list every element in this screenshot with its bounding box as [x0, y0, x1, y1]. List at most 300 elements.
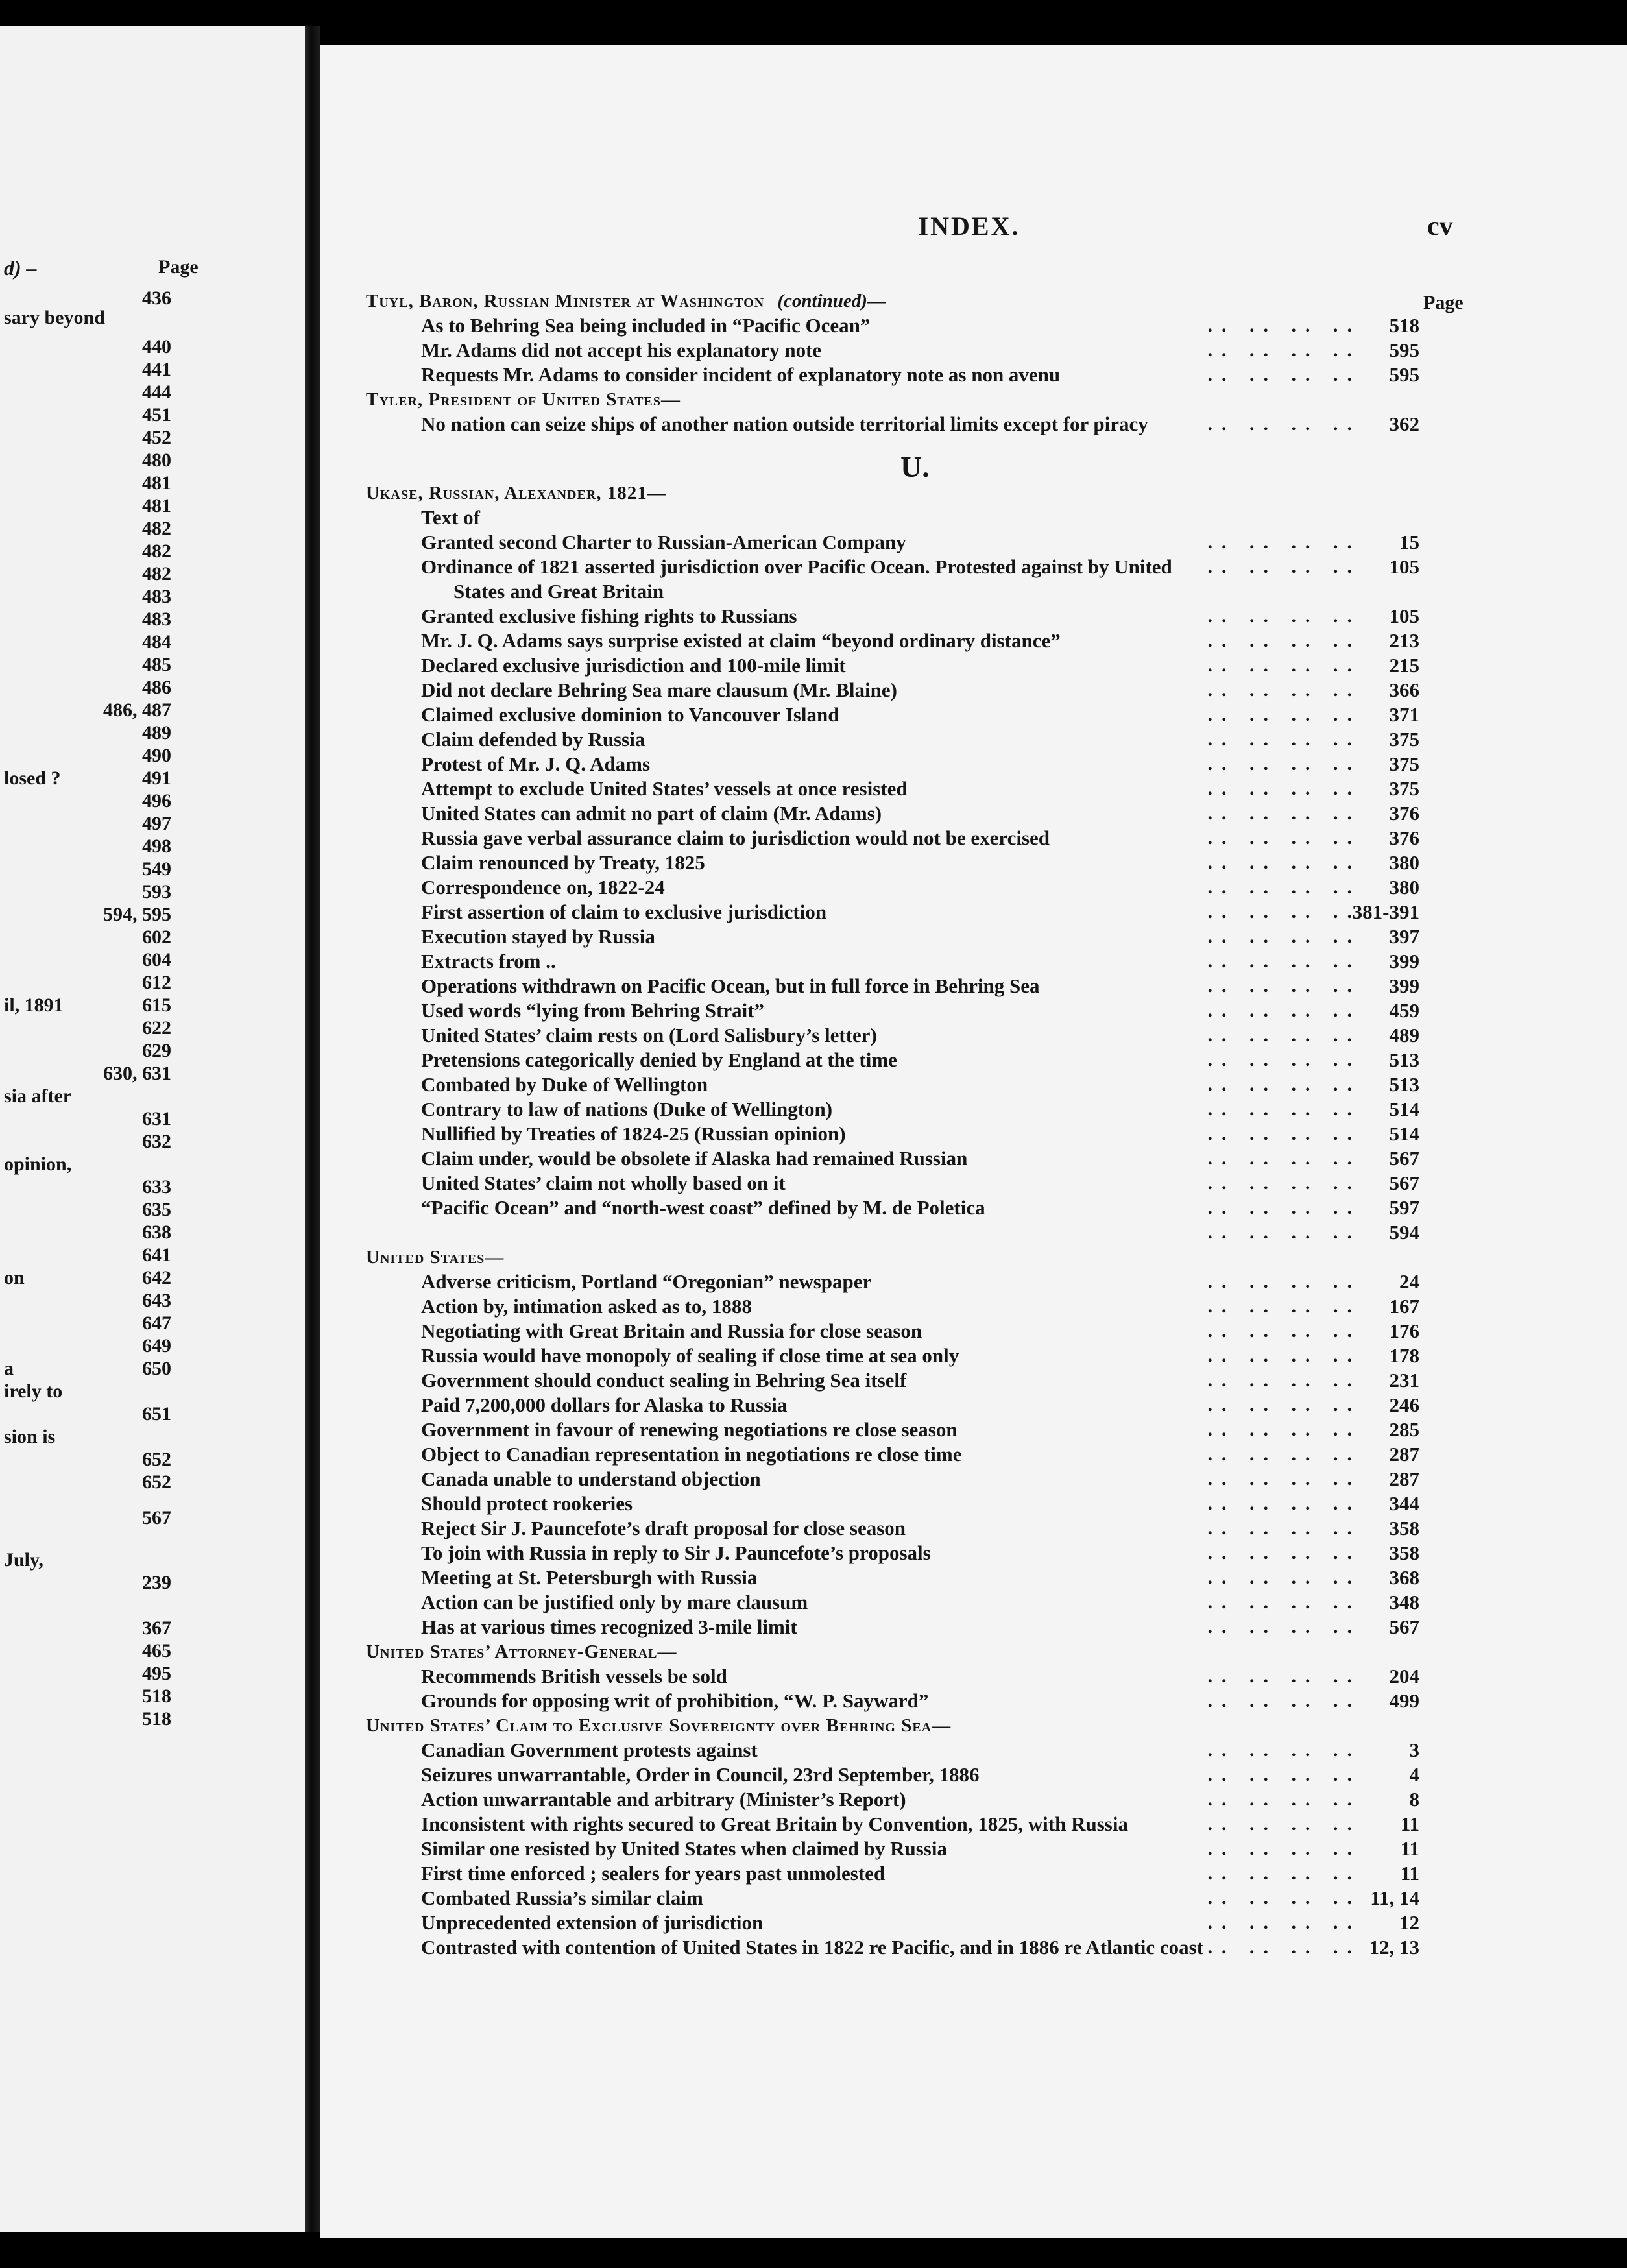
page-ref: 15	[1399, 531, 1419, 553]
index-subentry	[320, 924, 1627, 949]
index-subentry	[320, 1837, 1627, 1861]
page-ref: 513	[1389, 1073, 1419, 1096]
subentry-text: Action unwarrantable and arbitrary (Minister’s Report)	[421, 1788, 906, 1811]
subentry-text: Pretensions categorically denied by England at the time	[421, 1048, 897, 1071]
left-page-page-ref: 367	[142, 1617, 171, 1639]
index-subentry	[320, 1787, 1627, 1812]
leader-dots: .. .. .. ..	[1207, 1616, 1361, 1637]
index-subentry	[320, 1763, 1627, 1787]
left-page-row	[0, 1379, 305, 1405]
page-number: cv	[1427, 211, 1453, 241]
subentry-text: Reject Sir J. Pauncefote’s draft proposal for close season	[421, 1517, 906, 1539]
subentry-text: Canada unable to understand objection	[421, 1467, 761, 1490]
left-page-row	[0, 357, 305, 383]
page-ref: 287	[1389, 1443, 1419, 1466]
leader-dots: .. .. .. ..	[1207, 950, 1361, 972]
index-subentry	[320, 629, 1627, 653]
subentry-text: Execution stayed by Russia	[421, 925, 655, 948]
page-ref: 380	[1389, 876, 1419, 899]
subentry-text: Combated by Duke of Wellington	[421, 1073, 708, 1096]
left-page-row	[0, 1356, 305, 1382]
page-ref: 11, 14	[1370, 1887, 1419, 1909]
leader-dots: .. .. .. ..	[1207, 1419, 1361, 1440]
left-page-page-ref: 643	[142, 1290, 171, 1311]
index-subentry	[320, 1812, 1627, 1837]
page-ref: 231	[1389, 1369, 1419, 1392]
left-page-row	[0, 1661, 305, 1687]
left-page-entry-text: losed ?	[4, 767, 61, 789]
subentry-text: Action can be justified only by mare clausum	[421, 1591, 808, 1613]
subentry-text: Mr. J. Q. Adams says surprise existed at claim “beyond ordinary distance”	[421, 629, 1061, 652]
leader-dots: .. .. .. ..	[1207, 1320, 1361, 1342]
subentry-text: Claim under, would be obsolete if Alaska had remained Russian	[421, 1147, 968, 1170]
left-page-entry-text: il, 1891	[4, 995, 64, 1016]
page-ref: 105	[1389, 555, 1419, 578]
left-page-page-ref: 602	[142, 926, 171, 948]
leader-dots: .. .. .. ..	[1207, 1296, 1361, 1317]
left-page-entry-text: sary beyond	[4, 307, 105, 328]
index-subentry	[320, 1467, 1627, 1491]
page-ref: 567	[1389, 1172, 1419, 1194]
page-ref: 375	[1389, 777, 1419, 800]
leader-dots: .. .. .. ..	[1207, 630, 1361, 651]
left-page-page-ref: 481	[142, 495, 171, 516]
left-page-page-ref: 652	[142, 1471, 171, 1493]
subentry-text: Paid 7,200,000 dollars for Alaska to Russia	[421, 1393, 788, 1416]
left-page-page-ref: 635	[142, 1199, 171, 1220]
index-subentry	[320, 1541, 1627, 1565]
left-page-row	[0, 470, 305, 496]
index-subentry	[320, 703, 1627, 727]
heading-continued: (continued)—	[777, 291, 886, 311]
index-subentry	[320, 1122, 1627, 1146]
leader-dots: .. .. .. ..	[1207, 926, 1361, 947]
page-ref: 513	[1389, 1048, 1419, 1071]
subentry-text: No nation can seize ships of another nation outside territorial limits except for piracy	[421, 413, 1148, 435]
index-subentry	[320, 1516, 1627, 1541]
page-ref: 348	[1389, 1591, 1419, 1613]
index-subentry	[320, 998, 1627, 1023]
index-subentry	[320, 653, 1627, 678]
page-ref: 24	[1399, 1270, 1419, 1293]
leader-dots: .. .. .. ..	[1207, 1813, 1361, 1835]
section-letter: U.	[900, 450, 930, 483]
subentry-text: Combated Russia’s similar claim	[421, 1887, 703, 1909]
subentry-text: Mr. Adams did not accept his explanatory note	[421, 339, 822, 361]
left-page-page-ref: 441	[142, 359, 171, 380]
leader-dots: .. .. .. ..	[1207, 704, 1361, 725]
leader-dots: .. .. .. ..	[1207, 339, 1361, 361]
left-page-page-ref: 436	[142, 287, 171, 309]
subentry-text: Protest of Mr. J. Q. Adams	[421, 753, 651, 775]
left-page-page-ref: 518	[142, 1708, 171, 1730]
index-heading	[320, 481, 1627, 505]
left-page-row	[0, 924, 305, 950]
left-page-entry-text: sia after	[4, 1085, 72, 1107]
leader-dots: .. .. .. ..	[1207, 1197, 1361, 1218]
subentry-text: Should protect rookeries	[421, 1492, 633, 1515]
subentry-text: States and Great Britain	[453, 580, 664, 603]
leader-dots: .. .. .. ..	[1207, 1789, 1361, 1810]
page-ref: 8	[1409, 1788, 1419, 1811]
subentry-text: Government should conduct sealing in Behring Sea itself	[421, 1369, 907, 1392]
page-ref: 375	[1389, 753, 1419, 775]
index-heading	[320, 1639, 1627, 1664]
subentry-text: Contrary to law of nations (Duke of Wellington)	[421, 1098, 833, 1120]
subentry-text: Extracts from ..	[421, 950, 556, 972]
page-ref: 514	[1389, 1098, 1419, 1120]
page-column-header: Page	[1423, 292, 1464, 313]
book-gutter	[305, 26, 320, 2232]
left-page-row	[0, 1547, 305, 1573]
left-page-page-ref: 482	[142, 518, 171, 539]
leader-dots: .. .. .. ..	[1207, 1172, 1361, 1194]
leader-dots: .. .. .. ..	[1207, 315, 1361, 336]
left-page-page-ref: 652	[142, 1449, 171, 1470]
index-subentry	[320, 949, 1627, 974]
leader-dots: .. .. .. ..	[1207, 901, 1361, 923]
page-ref: 381-391	[1352, 900, 1419, 923]
leader-dots: .. .. .. ..	[1207, 852, 1361, 873]
left-page-row	[0, 1638, 305, 1664]
left-page-page-ref: 498	[142, 836, 171, 857]
index-subentry	[320, 555, 1627, 579]
left-page-entry-text: sion is	[4, 1426, 56, 1447]
subentry-text: “Pacific Ocean” and “north-west coast” defined by M. de Poletica	[421, 1196, 985, 1219]
left-page-row	[0, 1615, 305, 1641]
leader-dots: .. .. .. ..	[1207, 1517, 1361, 1539]
left-page-page-ref: 630, 631	[103, 1063, 171, 1084]
index-subentry	[320, 1590, 1627, 1615]
left-page-page-ref: 604	[142, 949, 171, 971]
index-subentry	[320, 579, 1627, 604]
left-page-page-ref: 444	[142, 381, 171, 403]
left-page-row	[0, 493, 305, 519]
index-subentry	[320, 1196, 1627, 1220]
subentry-text: Claim renounced by Treaty, 1825	[421, 851, 705, 874]
left-page-page-ref: 651	[142, 1403, 171, 1425]
leader-dots: .. .. .. ..	[1207, 802, 1361, 824]
leader-dots: .. .. .. ..	[1207, 1148, 1361, 1169]
index-subentry	[320, 900, 1627, 924]
subentry-text: Text of	[421, 506, 480, 529]
leader-dots: .. .. .. ..	[1207, 413, 1361, 435]
heading-text: Tyler, President of United States—	[366, 389, 681, 410]
left-page-row	[0, 584, 305, 610]
left-page-page-ref: 631	[142, 1108, 171, 1129]
left-page-page-label: Page	[158, 256, 199, 278]
left-page-page-ref: 496	[142, 790, 171, 812]
left-page-page-ref: 622	[142, 1017, 171, 1039]
subentry-text: Correspondence on, 1822-24	[421, 876, 665, 899]
left-page-row	[0, 743, 305, 769]
leader-dots: .. .. .. ..	[1207, 1887, 1361, 1909]
index-heading	[320, 1713, 1627, 1738]
left-page-page-ref: 641	[142, 1244, 171, 1266]
left-page-row	[0, 1288, 305, 1314]
left-page-page-ref: 482	[142, 563, 171, 585]
left-page-page-ref: 497	[142, 813, 171, 834]
heading-text: United States—	[366, 1247, 505, 1268]
subentry-text: First time enforced ; sealers for years past unmolested	[421, 1862, 886, 1885]
subentry-text: Russia would have monopoly of sealing if close time at sea only	[421, 1344, 959, 1367]
index-subentry	[320, 1294, 1627, 1319]
page-ref: 11	[1400, 1813, 1419, 1835]
leader-dots: .. .. .. ..	[1207, 1123, 1361, 1144]
index-subentry	[320, 974, 1627, 998]
subentry-text: Declared exclusive jurisdiction and 100-mile limit	[421, 654, 846, 677]
left-page-row	[0, 516, 305, 542]
left-page-page-ref: 490	[142, 745, 171, 766]
leader-dots: .. .. .. ..	[1207, 876, 1361, 898]
left-page-row	[0, 1447, 305, 1473]
subentry-text: Claim defended by Russia	[421, 728, 645, 751]
subentry-text: Granted second Charter to Russian-American Company	[421, 531, 906, 553]
leader-dots: .. .. .. ..	[1207, 1912, 1361, 1933]
leader-dots: .. .. .. ..	[1207, 827, 1361, 849]
index-subentry	[320, 1738, 1627, 1763]
leader-dots: .. .. .. ..	[1207, 1369, 1361, 1391]
leader-dots: .. .. .. ..	[1207, 1542, 1361, 1563]
left-page-row	[0, 1242, 305, 1268]
page-ref: 246	[1389, 1393, 1419, 1416]
subentry-text: Similar one resisted by United States when claimed by Russia	[421, 1837, 947, 1860]
page-ref: 380	[1389, 851, 1419, 874]
running-title: INDEX.	[918, 211, 1020, 241]
subentry-text: Meeting at St. Petersburgh with Russia	[421, 1566, 758, 1589]
index-subentry	[320, 1935, 1627, 1960]
left-page-page-ref: 567	[142, 1507, 171, 1528]
left-page-page-ref: 549	[142, 858, 171, 880]
left-page-row	[0, 1152, 305, 1177]
page-ref: 178	[1389, 1344, 1419, 1367]
left-page-row	[0, 1038, 305, 1064]
index-subentry	[320, 801, 1627, 826]
page-ref: 287	[1389, 1467, 1419, 1490]
page-ref: 594	[1389, 1221, 1419, 1244]
leader-dots: .. .. .. ..	[1207, 1863, 1361, 1884]
left-page-heading: d) –	[4, 256, 37, 280]
index-subentry	[320, 826, 1627, 850]
left-page-page-ref: 495	[142, 1663, 171, 1684]
index-subentry	[320, 363, 1627, 387]
left-page-page-ref: 650	[142, 1358, 171, 1379]
index-heading	[320, 387, 1627, 412]
left-page-row	[0, 811, 305, 837]
leader-dots: .. .. .. ..	[1207, 655, 1361, 676]
left-page-row	[0, 1469, 305, 1495]
page-ref: 368	[1389, 1566, 1419, 1589]
left-page-row	[0, 902, 305, 928]
subentry-text: Adverse criticism, Portland “Oregonian” newspaper	[421, 1270, 872, 1293]
subentry-text: Government in favour of renewing negotiations re close season	[421, 1418, 958, 1441]
left-page-page-ref: 629	[142, 1040, 171, 1061]
subentry-text: Grounds for opposing writ of prohibition, “W. P. Sayward”	[421, 1689, 929, 1712]
page-ref: 362	[1389, 413, 1419, 435]
page-ref: 567	[1389, 1147, 1419, 1170]
page-ref: 213	[1389, 629, 1419, 652]
subentry-text: Russia gave verbal assurance claim to jurisdiction would not be exercised	[421, 826, 1050, 849]
left-page-row	[0, 425, 305, 451]
subentry-text: As to Behring Sea being included in “Pacific Ocean”	[421, 314, 871, 337]
left-page-row	[0, 305, 305, 331]
left-page-row	[0, 1197, 305, 1223]
page-ref: 215	[1389, 654, 1419, 677]
page-ref: 567	[1389, 1615, 1419, 1638]
left-page-page-ref: 489	[142, 722, 171, 743]
subentry-text: Ordinance of 1821 asserted jurisdiction over Pacific Ocean. Protested against by United	[421, 555, 1172, 578]
page-ref: 204	[1389, 1665, 1419, 1687]
left-page-row	[0, 561, 305, 587]
left-page-row	[0, 538, 305, 564]
left-page-page-ref: 484	[142, 631, 171, 653]
leader-dots: .. .. .. ..	[1207, 1567, 1361, 1588]
index-subentry	[320, 1664, 1627, 1689]
left-page-page-ref: 483	[142, 586, 171, 607]
leader-dots: .. .. .. ..	[1207, 1468, 1361, 1490]
left-page-fragment	[0, 26, 305, 2232]
index-subentry	[320, 1319, 1627, 1344]
leader-dots: .. .. .. ..	[1207, 1271, 1361, 1292]
page-ref: 397	[1389, 925, 1419, 948]
left-page-page-ref: 483	[142, 609, 171, 630]
left-page-row	[0, 1174, 305, 1200]
leader-dots: .. .. .. ..	[1207, 1394, 1361, 1416]
index-subentry	[320, 1418, 1627, 1442]
left-page-row	[0, 788, 305, 814]
index-subentry	[320, 505, 1627, 530]
left-page-page-ref: 647	[142, 1312, 171, 1334]
left-page-row	[0, 629, 305, 655]
subentry-text: To join with Russia in reply to Sir J. Pauncefote’s proposals	[421, 1541, 931, 1564]
index-subentry	[320, 752, 1627, 777]
leader-dots: .. .. .. ..	[1207, 1000, 1361, 1021]
leader-dots: .. .. .. ..	[1207, 531, 1361, 553]
left-page-row	[0, 1106, 305, 1132]
left-page-row	[0, 675, 305, 701]
page-ref: 11	[1400, 1862, 1419, 1885]
index-subentry	[320, 604, 1627, 629]
left-page-row	[0, 697, 305, 723]
leader-dots: .. .. .. ..	[1207, 364, 1361, 385]
left-page-page-ref: 465	[142, 1640, 171, 1661]
left-page-row	[0, 1333, 305, 1359]
leader-dots: .. .. .. ..	[1207, 1665, 1361, 1687]
leader-dots: .. .. .. ..	[1207, 1591, 1361, 1613]
left-page-row	[0, 1570, 305, 1596]
leader-dots: .. .. .. ..	[1207, 753, 1361, 775]
index-subentry	[320, 313, 1627, 338]
left-page-entry-text: on	[4, 1267, 25, 1288]
left-page-page-ref: 451	[142, 404, 171, 426]
page-ref: 371	[1389, 703, 1419, 726]
index-subentry	[320, 850, 1627, 875]
left-page-page-ref: 593	[142, 881, 171, 902]
leader-dots: .. .. .. ..	[1207, 1024, 1361, 1046]
index-subentry	[320, 727, 1627, 752]
index-subentry	[320, 875, 1627, 900]
page-ref: 518	[1389, 314, 1419, 337]
left-page-page-ref: 440	[142, 336, 171, 357]
index-subentry	[320, 1689, 1627, 1713]
subentry-text: Granted exclusive fishing rights to Russians	[421, 605, 797, 627]
left-page-row	[0, 879, 305, 905]
leader-dots: .. .. .. ..	[1207, 729, 1361, 750]
page-ref: 489	[1389, 1024, 1419, 1046]
left-page-page-ref: 632	[142, 1131, 171, 1152]
index-subentry	[320, 1171, 1627, 1196]
index-subentry	[320, 1442, 1627, 1467]
page-ref: 176	[1389, 1320, 1419, 1342]
left-page-row	[0, 1310, 305, 1336]
left-page-row	[0, 720, 305, 746]
left-page-row	[0, 1505, 305, 1531]
index-subentry	[320, 1097, 1627, 1122]
page-ref: 3	[1409, 1739, 1419, 1761]
left-page-page-ref: 633	[142, 1176, 171, 1198]
page-ref: 376	[1389, 802, 1419, 825]
page-ref: 597	[1389, 1196, 1419, 1219]
left-page-row	[0, 1083, 305, 1109]
left-page-row	[0, 1061, 305, 1087]
leader-dots: .. .. .. ..	[1207, 1690, 1361, 1711]
index-subentry	[320, 1048, 1627, 1072]
page-ref: 595	[1389, 339, 1419, 361]
heading-text: Ukase, Russian, Alexander, 1821—	[366, 483, 667, 503]
subentry-text: Used words “lying from Behring Strait”	[421, 999, 765, 1022]
index-subentry	[320, 1344, 1627, 1368]
left-page-row	[0, 652, 305, 678]
subentry-text: Canadian Government protests against	[421, 1739, 758, 1761]
page-ref: 499	[1389, 1689, 1419, 1712]
left-page-row	[0, 334, 305, 360]
leader-dots: .. .. .. ..	[1207, 1443, 1361, 1465]
left-page-row	[0, 1265, 305, 1291]
subentry-text: Recommends British vessels be sold	[421, 1665, 727, 1687]
page-ref: 375	[1389, 728, 1419, 751]
left-page-page-ref: 649	[142, 1335, 171, 1357]
left-page-page-ref: 486	[142, 677, 171, 698]
index-subentry	[320, 1393, 1627, 1418]
heading-year: 1821—	[607, 483, 667, 503]
leader-dots: .. .. .. ..	[1207, 1739, 1361, 1761]
left-page-row	[0, 1683, 305, 1709]
index-subentry	[320, 338, 1627, 363]
left-page-page-ref: 482	[142, 540, 171, 562]
index-subentry	[320, 1615, 1627, 1639]
page-ref: 595	[1389, 363, 1419, 386]
subentry-text: Unprecedented extension of jurisdiction	[421, 1911, 764, 1934]
index-subentry	[320, 1220, 1627, 1245]
heading-text: United States’ Attorney-General—	[366, 1641, 677, 1662]
leader-dots: .. .. .. ..	[1207, 1936, 1361, 1958]
left-page-entry-text: a	[4, 1358, 14, 1379]
left-page-row	[0, 1424, 305, 1450]
subentry-text: Contrasted with contention of United States in 1822 re Pacific, and in 1886 re Atlantic coast	[421, 1936, 1204, 1959]
index-subentry	[320, 1146, 1627, 1171]
left-page-row	[0, 1401, 305, 1427]
subentry-text: Object to Canadian representation in negotiations re close time	[421, 1443, 962, 1466]
left-page-row	[0, 993, 305, 1019]
page-ref: 12, 13	[1369, 1936, 1419, 1959]
page-ref: 11	[1400, 1837, 1419, 1860]
index-subentry	[320, 1072, 1627, 1097]
index-subentry	[320, 1368, 1627, 1393]
heading-text: United States’ Claim to Exclusive Sovereignty over Behring Sea—	[366, 1715, 952, 1736]
heading-text: Tuyl, Baron, Russian Minister at Washington (continued)—	[366, 291, 886, 311]
index-heading	[320, 1245, 1627, 1270]
left-page-row	[0, 766, 305, 791]
